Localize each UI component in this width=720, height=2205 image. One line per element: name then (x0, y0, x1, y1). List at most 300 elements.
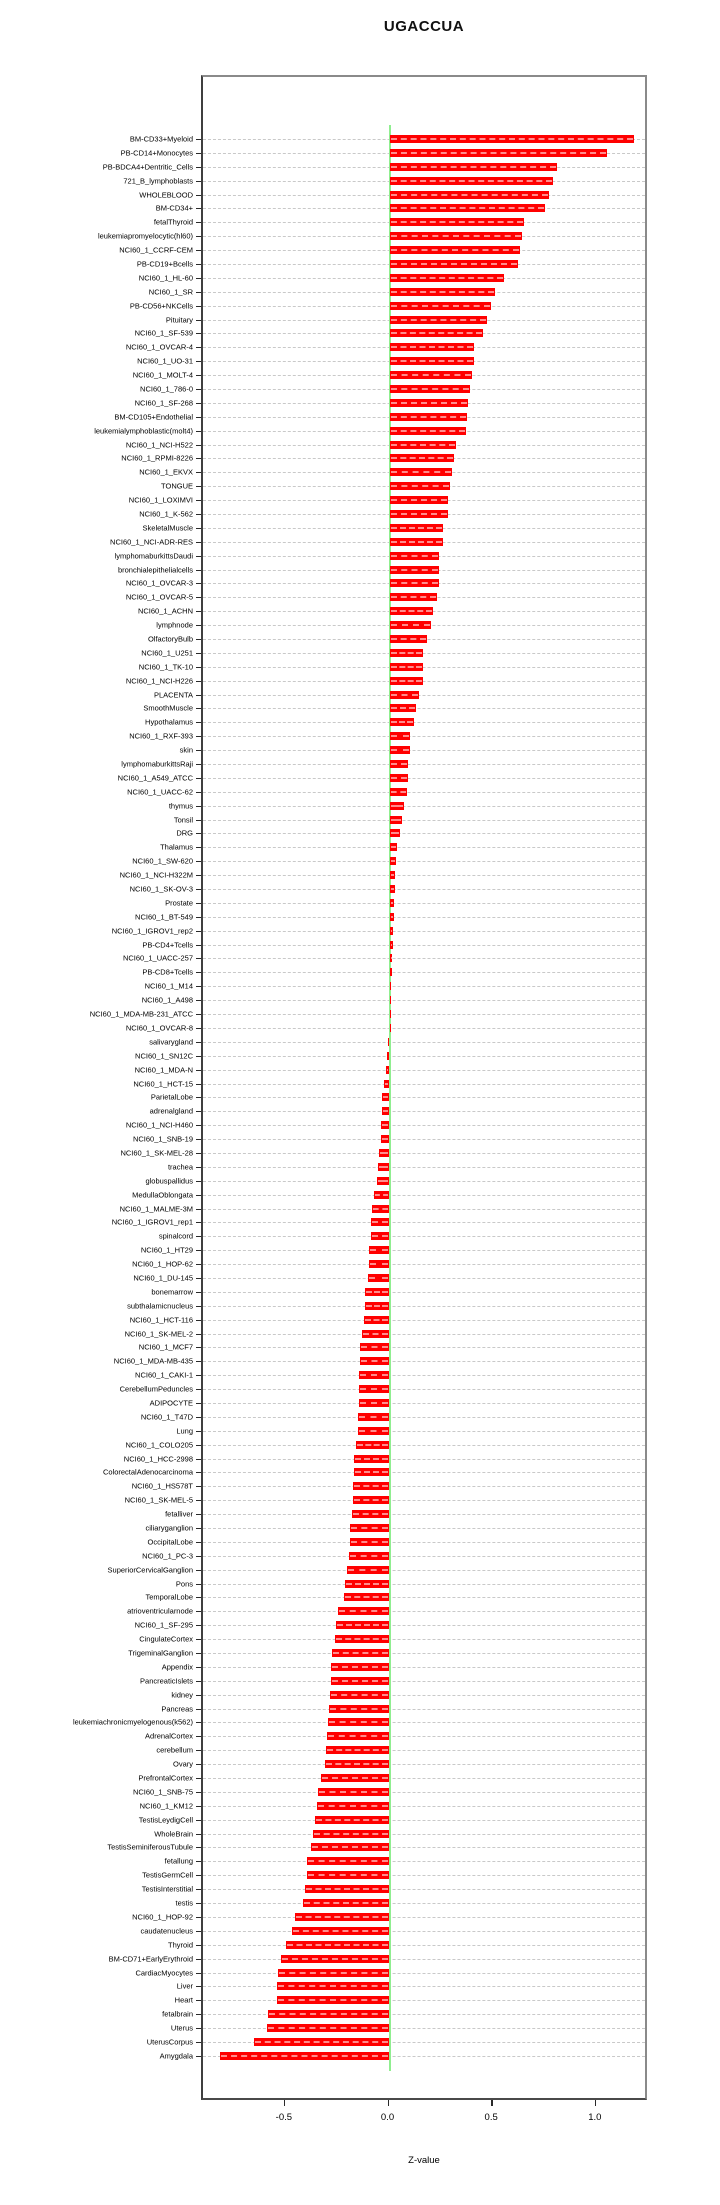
y-axis-tick (196, 306, 201, 307)
bar (347, 1566, 389, 1574)
grid-line (203, 1347, 645, 1348)
y-axis-label: NCI60_1_SNB-19 (132, 1134, 193, 1144)
y-axis-label: ColorectalAdenocarcinoma (102, 1467, 193, 1477)
y-axis-tick (196, 1847, 201, 1848)
bar-row (156, 618, 645, 632)
bar-row (125, 340, 645, 354)
y-axis-label: BM-CD33+Myeloid (129, 134, 193, 144)
bar (369, 1260, 390, 1268)
y-axis-label: bonemarrow (151, 1287, 193, 1297)
bar-row (139, 507, 645, 521)
y-axis-tick (196, 875, 201, 876)
bar-row (153, 215, 645, 229)
grid-line (203, 1042, 645, 1043)
bar-row (134, 326, 645, 340)
bar-row (174, 1993, 645, 2007)
bar (315, 1816, 390, 1824)
y-axis-tick (196, 806, 201, 807)
bar (390, 329, 483, 337)
y-axis-tick (196, 1709, 201, 1710)
bar-row (125, 1021, 645, 1035)
plot-area (72, 75, 647, 2100)
bar (353, 1482, 389, 1490)
y-axis-tick (196, 320, 201, 321)
bar-row (117, 563, 645, 577)
grid-line (203, 1625, 645, 1626)
y-axis-tick (196, 1195, 201, 1196)
x-axis-tick (388, 2100, 390, 2106)
bar-row (131, 1479, 645, 1493)
bar-row (128, 493, 645, 507)
y-axis-label: CingulateCortex (139, 1634, 193, 1644)
bar-rows-container (72, 132, 645, 2063)
y-axis-label: NCI60_1_LOXIMVI (128, 495, 193, 505)
grid-line (203, 750, 645, 751)
y-axis-tick (196, 542, 201, 543)
bar (390, 913, 394, 921)
bar-row (154, 1827, 645, 1841)
grid-line (203, 1917, 645, 1918)
y-axis-label: PB-CD4+Tcells (142, 939, 193, 949)
y-axis-label: trachea (167, 1162, 193, 1172)
bar (390, 524, 444, 532)
y-axis-label: ciliaryganglion (145, 1523, 193, 1533)
bar-row (132, 1188, 645, 1202)
bar-row (149, 1396, 645, 1410)
bar (390, 399, 469, 407)
y-axis-label: salivarygland (149, 1037, 193, 1047)
bar (390, 454, 454, 462)
grid-line (203, 1417, 645, 1418)
y-axis-label: globuspallidus (145, 1176, 193, 1186)
y-axis-tick (196, 403, 201, 404)
y-axis-label: NCI60_1_NCI-H226 (125, 675, 193, 685)
y-axis-tick (196, 167, 201, 168)
bar-row (111, 924, 645, 938)
y-axis-tick (196, 903, 201, 904)
bar-row (146, 2035, 645, 2049)
bar (390, 871, 395, 879)
bar (254, 2038, 390, 2046)
bar (267, 2024, 389, 2032)
y-axis-label: NCI60_1_HOP-92 (132, 1912, 193, 1922)
y-axis-tick (196, 1320, 201, 1321)
y-axis-label: NCI60_1_BT-549 (135, 912, 193, 922)
y-axis-label: TrigeminalGanglion (128, 1648, 193, 1658)
bar (317, 1802, 390, 1810)
bar (390, 441, 456, 449)
y-axis-label: PB-CD19+Bcells (136, 259, 193, 269)
y-axis-label: NCI60_1_KM12 (139, 1801, 193, 1811)
y-axis-tick (196, 945, 201, 946)
bar-row (136, 257, 645, 271)
y-axis-tick (196, 1500, 201, 1501)
y-axis-label: ParietalLobe (150, 1092, 193, 1102)
y-axis-label: Thalamus (160, 842, 193, 852)
y-axis-tick (196, 1611, 201, 1612)
y-axis-tick (196, 764, 201, 765)
grid-line (203, 1611, 645, 1612)
grid-line (203, 1695, 645, 1696)
y-axis-tick (196, 1361, 201, 1362)
y-axis-tick (196, 1139, 201, 1140)
bar-row (114, 549, 645, 563)
bar-row (89, 1007, 645, 1021)
y-axis-tick (196, 1806, 201, 1807)
bar-row (139, 1799, 645, 1813)
bar-row (161, 1702, 645, 1716)
y-axis-label: NCI60_1_T47D (140, 1412, 193, 1422)
bar-row (142, 1868, 645, 1882)
grid-line (203, 1320, 645, 1321)
y-axis-tick (196, 1764, 201, 1765)
bar-row (125, 1118, 645, 1132)
y-axis-tick (196, 1584, 201, 1585)
bar-row (173, 813, 645, 827)
y-axis-tick (196, 1736, 201, 1737)
bar (364, 1316, 390, 1324)
y-axis-tick (196, 1181, 201, 1182)
bar-row (121, 757, 645, 771)
bar-row (135, 1049, 645, 1063)
bar-row (167, 1938, 645, 1952)
bar-row (150, 1090, 645, 1104)
bar (369, 1246, 390, 1254)
y-axis-tick (196, 917, 201, 918)
bar (313, 1830, 390, 1838)
bar-row (132, 368, 645, 382)
y-axis-label: NCI60_1_A549_ATCC (117, 773, 193, 783)
y-axis-label: Ovary (172, 1759, 193, 1769)
y-axis-tick (196, 2028, 201, 2029)
bar (356, 1441, 389, 1449)
y-axis-label: NCI60_1_MALME-3M (119, 1203, 193, 1213)
y-axis-label: lymphomaburkittsDaudi (114, 550, 193, 560)
bar (382, 1093, 389, 1101)
y-axis-label: Prostate (165, 898, 193, 908)
y-axis-label: NCI60_1_IGROV1_rep1 (111, 1217, 193, 1227)
y-axis-tick (196, 514, 201, 515)
grid-line (203, 1653, 645, 1654)
bar (390, 343, 475, 351)
y-axis-tick (196, 1959, 201, 1960)
y-axis-label: NCI60_1_NCI-H460 (125, 1120, 193, 1130)
y-axis-tick (196, 1209, 201, 1210)
grid-line (203, 1056, 645, 1057)
bar-row (171, 1688, 645, 1702)
y-axis-label: TestisGermCell (142, 1870, 193, 1880)
bar-row (127, 785, 645, 799)
grid-line (203, 1125, 645, 1126)
y-axis-tick (196, 1667, 201, 1668)
grid-line (203, 1556, 645, 1557)
bar (379, 1149, 389, 1157)
y-axis-tick (196, 1528, 201, 1529)
bar (390, 732, 411, 740)
y-axis-label: spinalcord (158, 1231, 193, 1241)
y-axis-label: PB-BDCA4+Dentritic_Cells (102, 162, 193, 172)
y-axis-tick (196, 750, 201, 751)
bar-row (145, 1729, 645, 1743)
bar (328, 1718, 389, 1726)
y-axis-tick (196, 1945, 201, 1946)
y-axis-tick (196, 1125, 201, 1126)
bar-row (165, 313, 645, 327)
y-axis-label: NCI60_1_RPMI-8226 (121, 453, 193, 463)
bar-row (149, 1035, 645, 1049)
y-axis-tick (196, 1722, 201, 1723)
bar (371, 1232, 390, 1240)
y-axis-tick (196, 972, 201, 973)
bar (390, 857, 396, 865)
bar-row (140, 1674, 645, 1688)
y-axis-tick (196, 1056, 201, 1057)
bar-row (132, 854, 645, 868)
bar-row (128, 1646, 645, 1660)
y-axis-label: TestisLeydigCell (138, 1815, 193, 1825)
y-axis-label: NCI60_1_UACC-62 (127, 787, 193, 797)
bar (354, 1468, 389, 1476)
y-axis-label: NCI60_1_HCC-2998 (123, 1453, 193, 1463)
grid-line (203, 1097, 645, 1098)
bar (384, 1080, 389, 1088)
bar (390, 274, 504, 282)
grid-line (203, 1139, 645, 1140)
grid-line (203, 1778, 645, 1779)
bar (390, 899, 394, 907)
y-axis-tick (196, 208, 201, 209)
y-axis-tick (196, 556, 201, 557)
y-axis-label: Thyroid (167, 1940, 193, 1950)
bar-row (151, 1285, 645, 1299)
y-axis-tick (196, 1403, 201, 1404)
y-axis-tick (196, 1931, 201, 1932)
grid-line (203, 1153, 645, 1154)
y-axis-label: NCI60_1_MCF7 (138, 1342, 193, 1352)
bar-row (142, 965, 645, 979)
bar (277, 1982, 390, 1990)
y-axis-label: PancreaticIslets (140, 1676, 193, 1686)
y-axis-label: Liver (176, 1981, 193, 1991)
bar-row (119, 1382, 645, 1396)
grid-line (203, 1847, 645, 1848)
grid-line (203, 2000, 645, 2001)
grid-line (203, 1792, 645, 1793)
y-axis-tick (196, 1556, 201, 1557)
bar-row (110, 535, 645, 549)
bar (292, 1927, 389, 1935)
bar (349, 1552, 389, 1560)
y-axis-tick (196, 2014, 201, 2015)
grid-line (203, 1389, 645, 1390)
bar (338, 1607, 390, 1615)
bar (220, 2052, 390, 2060)
bar (329, 1705, 389, 1713)
bar (390, 774, 409, 782)
grid-line (203, 1195, 645, 1196)
y-axis-label: NCI60_1_U251 (141, 648, 193, 658)
y-axis-label: NCI60_1_RXF-393 (129, 731, 193, 741)
bar-row (120, 146, 645, 160)
grid-line (203, 778, 645, 779)
bar (365, 1288, 390, 1296)
grid-line (203, 722, 645, 723)
y-axis-tick (196, 1681, 201, 1682)
bar-row (140, 382, 645, 396)
y-axis-label: NCI60_1_HOP-62 (132, 1259, 193, 1269)
bar (330, 1691, 389, 1699)
y-axis-label: NCI60_1_CAKI-1 (135, 1370, 193, 1380)
x-axis-tick (491, 2100, 493, 2106)
bar-row (119, 243, 645, 257)
y-axis-tick (196, 889, 201, 890)
y-axis-tick (196, 1222, 201, 1223)
grid-line (203, 1736, 645, 1737)
grid-line (203, 847, 645, 848)
bar (390, 482, 450, 490)
grid-line (203, 1028, 645, 1029)
y-axis-tick (196, 1792, 201, 1793)
bar-row (129, 132, 645, 146)
bar-row (159, 2049, 645, 2063)
grid-line (203, 681, 645, 682)
bar-row (133, 1077, 645, 1091)
bar-row (117, 771, 645, 785)
y-axis-label: NCI60_1_786-0 (140, 384, 193, 394)
bar (390, 746, 411, 754)
bar-row (102, 160, 645, 174)
bar (390, 941, 394, 949)
y-axis-tick (196, 1250, 201, 1251)
grid-line (203, 1361, 645, 1362)
grid-line (203, 986, 645, 987)
bar (390, 163, 558, 171)
y-axis-tick (196, 1042, 201, 1043)
grid-line (203, 1889, 645, 1890)
bar (286, 1941, 390, 1949)
bar-row (153, 688, 645, 702)
bar-row (164, 1854, 645, 1868)
y-axis-label: NCI60_1_EKVX (139, 467, 193, 477)
bar (390, 191, 550, 199)
grid-line (203, 653, 645, 654)
bar-row (138, 1813, 645, 1827)
grid-line (203, 1292, 645, 1293)
bar-row (127, 1299, 645, 1313)
y-axis-label: NCI60_1_OVCAR-8 (125, 1023, 193, 1033)
grid-line (203, 1986, 645, 1987)
grid-line (203, 1445, 645, 1446)
bar (358, 1427, 389, 1435)
bar (390, 691, 419, 699)
y-axis-label: NCI60_1_IGROV1_rep2 (111, 926, 193, 936)
y-axis-tick (196, 820, 201, 821)
bar-row (125, 438, 645, 452)
grid-line (203, 1167, 645, 1168)
bar (359, 1371, 389, 1379)
y-axis-label: TestisInterstitial (141, 1884, 193, 1894)
bar-row (147, 632, 645, 646)
y-axis-tick (196, 1459, 201, 1460)
y-axis-label: NCI60_1_SN12C (135, 1051, 193, 1061)
bar (318, 1788, 390, 1796)
y-axis-tick (196, 1973, 201, 1974)
bar-row (175, 1896, 645, 1910)
x-axis-tick-label: -0.5 (275, 2112, 293, 2123)
y-axis-tick (196, 1875, 201, 1876)
y-axis-label: NCI60_1_UO-31 (137, 356, 193, 366)
y-axis-label: NCI60_1_ACHN (137, 606, 193, 616)
y-axis-label: NCI60_1_NCI-H322M (119, 870, 193, 880)
y-axis-label: testis (175, 1898, 193, 1908)
y-axis-tick (196, 1375, 201, 1376)
bar-row (140, 1243, 645, 1257)
bar-row (162, 2007, 645, 2021)
grid-line (203, 1486, 645, 1487)
y-axis-label: Uterus (170, 2023, 193, 2033)
y-axis-tick (196, 792, 201, 793)
grid-line (203, 764, 645, 765)
y-axis-tick (196, 1917, 201, 1918)
grid-line (203, 1722, 645, 1723)
y-axis-label: Hypothalamus (145, 717, 193, 727)
bar-row (160, 840, 645, 854)
y-axis-label: TONGUE (161, 481, 193, 491)
y-axis-label: NCI60_1_SW-620 (132, 856, 193, 866)
grid-line (203, 1806, 645, 1807)
bar (390, 996, 391, 1004)
bar-row (114, 410, 645, 424)
bar-row (129, 299, 645, 313)
bar (305, 1885, 390, 1893)
y-axis-tick (196, 2056, 201, 2057)
bar (327, 1732, 389, 1740)
grid-line (203, 1931, 645, 1932)
bar (390, 663, 423, 671)
x-axis-title: Z-value (408, 2155, 440, 2166)
bar (365, 1302, 390, 1310)
grid-line (203, 1500, 645, 1501)
bar (390, 204, 545, 212)
y-axis-tick (196, 1389, 201, 1390)
grid-line (203, 1375, 645, 1376)
grid-line (203, 736, 645, 737)
bar (345, 1580, 390, 1588)
y-axis-label: NCI60_1_OVCAR-5 (125, 592, 193, 602)
grid-line (203, 1903, 645, 1904)
bar-row (137, 354, 645, 368)
grid-line (203, 1236, 645, 1237)
bar (368, 1274, 390, 1282)
bar-row (172, 1757, 645, 1771)
y-axis-label: NCI60_1_OVCAR-4 (125, 342, 193, 352)
bar-row (111, 1215, 645, 1229)
grid-line (203, 1459, 645, 1460)
y-axis-tick (196, 486, 201, 487)
bar-row (176, 1424, 645, 1438)
bar (390, 468, 452, 476)
x-axis-tick-label: 1.0 (588, 2112, 602, 2123)
bar-row (138, 1771, 645, 1785)
grid-line (203, 1000, 645, 1001)
bar (390, 538, 444, 546)
y-axis-tick (196, 639, 201, 640)
bar-row (132, 1257, 645, 1271)
bar (390, 802, 405, 810)
grid-line (203, 1709, 645, 1710)
y-axis-tick (196, 708, 201, 709)
bar (390, 232, 523, 240)
